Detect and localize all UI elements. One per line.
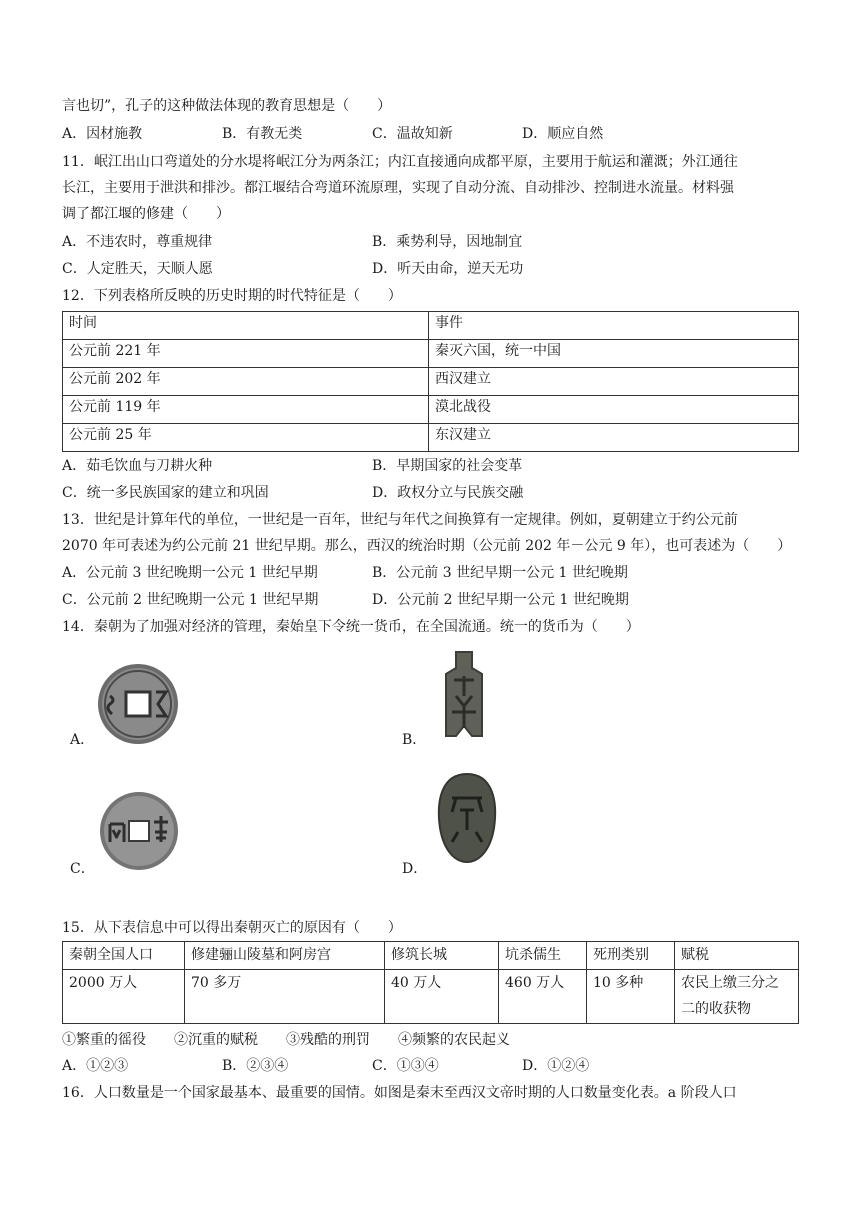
q12-option-d[interactable]: D．政权分立与民族交融: [372, 485, 524, 501]
q15-option-a[interactable]: A．①②③: [62, 1058, 129, 1074]
q12-stem: 12．下列表格所反映的历史时期的时代特征是（ ）: [62, 288, 402, 304]
table-cell: 40 万人: [385, 970, 499, 1024]
q15-table: [62, 941, 799, 1024]
q13-option-c[interactable]: C．公元前 2 世纪晚期一公元 1 世纪早期: [62, 592, 319, 608]
q10-option-c[interactable]: C．温故知新: [372, 126, 453, 142]
q10-option-b[interactable]: B．有教无类: [222, 126, 303, 142]
table-cell-line: 二的收获物: [681, 1001, 751, 1017]
q10-option-a[interactable]: A．因材施教: [62, 126, 143, 142]
table-header: 修建骊山陵墓和阿房宫: [185, 942, 385, 970]
table-cell: 70 多万: [185, 970, 385, 1024]
table-cell-multiline: [675, 970, 799, 1024]
q11-option-b[interactable]: B．乘势利导，因地制宜: [372, 234, 523, 250]
table-cell-line: 农民上缴三分之: [681, 975, 779, 991]
q11-option-a[interactable]: A．不违农时，尊重规律: [62, 234, 213, 250]
spade-coin-icon[interactable]: [428, 650, 500, 744]
q14-stem: 14．秦朝为了加强对经济的管理，秦始皇下令统一货币，在全国流通。统一的货币为（ ）: [62, 619, 640, 635]
table-cell: 漠北战役: [429, 396, 799, 424]
table-cell: 公元前 202 年: [63, 368, 429, 396]
table-cell: 公元前 25 年: [63, 424, 429, 452]
q13-option-a[interactable]: A．公元前 3 世纪晚期一公元 1 世纪早期: [62, 565, 318, 581]
table-cell: 公元前 119 年: [63, 396, 429, 424]
q10-stem: 言也切”，孔子的这种做法体现的教育思想是（ ）: [62, 98, 392, 114]
table-header: 坑杀儒生: [499, 942, 587, 970]
table-header: 死刑类别: [587, 942, 675, 970]
q14-option-a-label[interactable]: A．: [70, 732, 95, 748]
table-cell: 东汉建立: [429, 424, 799, 452]
q11-option-d[interactable]: D．听天由命，逆天无功: [372, 261, 524, 277]
q13-stem-line: 2070 年可表述为约公元前 21 世纪早期。那么，西汉的统治时期（公元前 202 年－公元 9 年），也可表述为（ ）: [62, 538, 792, 554]
q13-option-b[interactable]: B．公元前 3 世纪早期一公元 1 世纪晚期: [372, 565, 628, 581]
table-cell: 460 万人: [499, 970, 587, 1024]
table-cell: 10 多种: [587, 970, 675, 1024]
table-header: 事件: [429, 312, 799, 340]
table-header: 秦朝全国人口: [63, 942, 185, 970]
table-cell: 秦灭六国，统一中国: [429, 340, 799, 368]
q16-stem: 16．人口数量是一个国家最基本、最重要的国情。如图是秦末至西汉文帝时期的人口数量变化表。a 阶段人口: [62, 1085, 737, 1101]
q11-stem-line: 调了都江堰的修建（ ）: [62, 206, 230, 222]
q11-option-c[interactable]: C．人定胜天，天顺人愿: [62, 261, 213, 277]
q12-option-c[interactable]: C．统一多民族国家的建立和巩固: [62, 485, 269, 501]
q12-table: [62, 311, 799, 452]
table-header: 时间: [63, 312, 429, 340]
table-header: 修筑长城: [385, 942, 499, 970]
banliang-coin-icon[interactable]: [98, 790, 180, 872]
q14-option-d-label[interactable]: D．: [402, 861, 428, 877]
table-header: 赋税: [675, 942, 799, 970]
q10-option-d[interactable]: D．顺应自然: [522, 126, 604, 142]
q14-option-c-label[interactable]: C．: [70, 861, 95, 877]
q13-stem-line: 13．世纪是计算年代的单位，一世纪是一百年，世纪与年代之间换算有一定规律。例如，夏朝建立于约公元前: [62, 512, 738, 528]
q11-stem-line: 长江，主要用于泄洪和排沙。都江堰结合弯道环流原理，实现了自动分流、自动排沙、控制进水流量。材料强: [62, 180, 734, 196]
table-cell: 2000 万人: [63, 970, 185, 1024]
q12-option-b[interactable]: B．早期国家的社会变革: [372, 458, 523, 474]
q13-option-d[interactable]: D．公元前 2 世纪早期一公元 1 世纪晚期: [372, 592, 629, 608]
q15-choices: ①繁重的徭役 ②沉重的赋税 ③残酷的刑罚 ④频繁的农民起义: [62, 1032, 510, 1048]
table-cell: 公元前 221 年: [63, 340, 429, 368]
table-cell: 西汉建立: [429, 368, 799, 396]
q15-stem: 15．从下表信息中可以得出秦朝灭亡的原因有（ ）: [62, 920, 402, 936]
q11-stem-line: 11．岷江出山口弯道处的分水堤将岷江分为两条江；内江直接通向成都平原，主要用于航运和灌溉；外江通往: [62, 154, 738, 170]
q14-option-b-label[interactable]: B．: [402, 732, 427, 748]
ant-nose-coin-icon[interactable]: [432, 770, 502, 866]
round-square-hole-coin-icon[interactable]: [96, 662, 180, 746]
q15-option-d[interactable]: D．①②④: [522, 1058, 590, 1074]
q15-option-b[interactable]: B．②③④: [222, 1058, 289, 1074]
q15-option-c[interactable]: C．①③④: [372, 1058, 439, 1074]
q12-option-a[interactable]: A．茹毛饮血与刀耕火种: [62, 458, 213, 474]
